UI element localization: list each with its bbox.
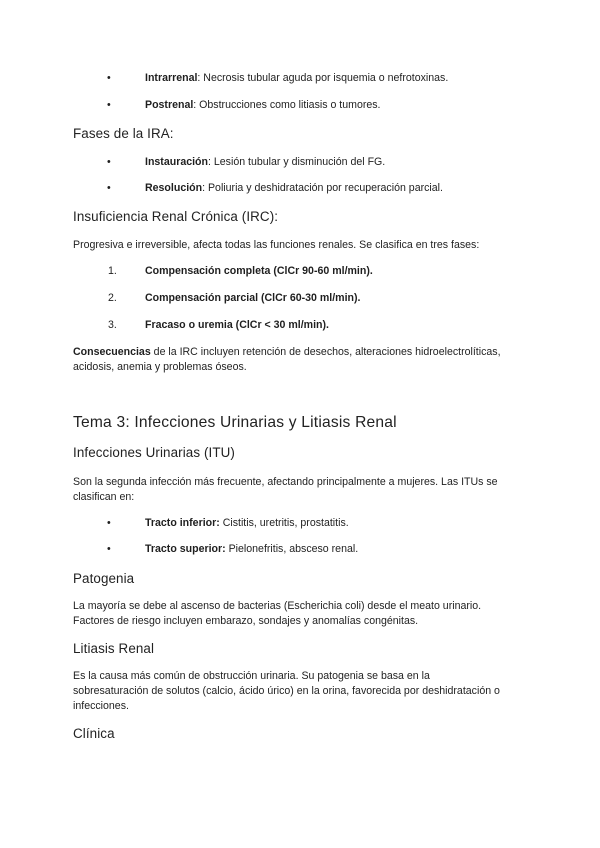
paragraph-litiasis-line2: sobresaturación de solutos (calcio, ácido úrico) en la orina, favorecida por deshidratación o <box>73 685 500 697</box>
list-item-term: Instauración <box>145 156 208 168</box>
section-heading-fases-ira: Fases de la IRA: <box>73 126 174 141</box>
section-heading-litiasis: Litiasis Renal <box>73 641 155 656</box>
bullet-marker: • <box>107 182 111 194</box>
list-number: 1. <box>108 265 117 277</box>
list-item-compensacion-parcial: Compensación parcial (ClCr 60-30 ml/min). <box>145 292 361 304</box>
list-item-text: : Obstrucciones como litiasis o tumores. <box>193 99 381 111</box>
list-item-text: : Necrosis tubular aguda por isquemia o nefrotoxinas. <box>197 72 449 84</box>
paragraph-consecuencias-line1 <box>73 345 501 360</box>
bullet-marker: • <box>107 517 111 529</box>
paragraph-litiasis-line3: infecciones. <box>73 700 129 712</box>
list-item-term: Tracto superior: <box>145 543 226 555</box>
paragraph-irc-intro: Progresiva e irreversible, afecta todas las funciones renales. Se clasifica en tres fases: <box>73 239 480 251</box>
bullet-marker: • <box>107 72 111 84</box>
list-number: 3. <box>108 319 117 331</box>
list-item-fracaso-uremia: Fracaso o uremia (ClCr < 30 ml/min). <box>145 319 329 331</box>
consecuencias-term: Consecuencias <box>73 346 151 358</box>
list-item-instauracion <box>145 155 385 170</box>
list-item-text: : Lesión tubular y disminución del FG. <box>208 156 386 168</box>
bullet-marker: • <box>107 99 111 111</box>
list-item-term: Tracto inferior: <box>145 517 220 529</box>
list-item-text: Cistitis, uretritis, prostatitis. <box>219 517 349 529</box>
paragraph-patogenia-line2: Factores de riesgo incluyen embarazo, sondajes y anomalías congénitas. <box>73 615 419 627</box>
list-item-tracto-inferior <box>145 516 349 531</box>
section-heading-clinica: Clínica <box>73 726 115 741</box>
bullet-marker: • <box>107 156 111 168</box>
list-item-text: Pielonefritis, absceso renal. <box>225 543 359 555</box>
section-heading-irc: Insuficiencia Renal Crónica (IRC): <box>73 209 279 224</box>
bullet-marker: • <box>107 543 111 555</box>
list-item-term: Resolución <box>145 182 203 194</box>
list-item-tracto-superior <box>145 542 358 557</box>
list-number: 2. <box>108 292 117 304</box>
paragraph-patogenia-line1: La mayoría se debe al ascenso de bacterias (Escherichia coli) desde el meato urinario. <box>73 600 482 612</box>
list-item-resolucion <box>145 181 443 196</box>
list-item-term: Intrarrenal <box>145 72 198 84</box>
consecuencias-text: de la IRC incluyen retención de desechos, alteraciones hidroelectrolíticas, <box>150 346 501 358</box>
paragraph-itu-line1: Son la segunda infección más frecuente, afectando principalmente a mujeres. Las ITUs se <box>73 476 498 488</box>
list-item-intrarrenal <box>145 71 448 86</box>
section-heading-itu: Infecciones Urinarias (ITU) <box>73 445 235 460</box>
list-item-compensacion-completa: Compensación completa (ClCr 90-60 ml/min). <box>145 265 373 277</box>
paragraph-consecuencias-line2: acidosis, anemia y problemas óseos. <box>73 361 247 373</box>
section-heading-patogenia: Patogenia <box>73 571 135 586</box>
paragraph-itu-line2: clasifican en: <box>73 491 135 503</box>
list-item-text: : Poliuria y deshidratación por recuperación parcial. <box>202 182 443 194</box>
list-item-postrenal <box>145 98 381 113</box>
paragraph-litiasis-line1: Es la causa más común de obstrucción urinaria. Su patogenia se basa en la <box>73 670 430 682</box>
list-item-term: Postrenal <box>145 99 194 111</box>
chapter-title-tema3: Tema 3: Infecciones Urinarias y Litiasis Renal <box>73 414 397 431</box>
